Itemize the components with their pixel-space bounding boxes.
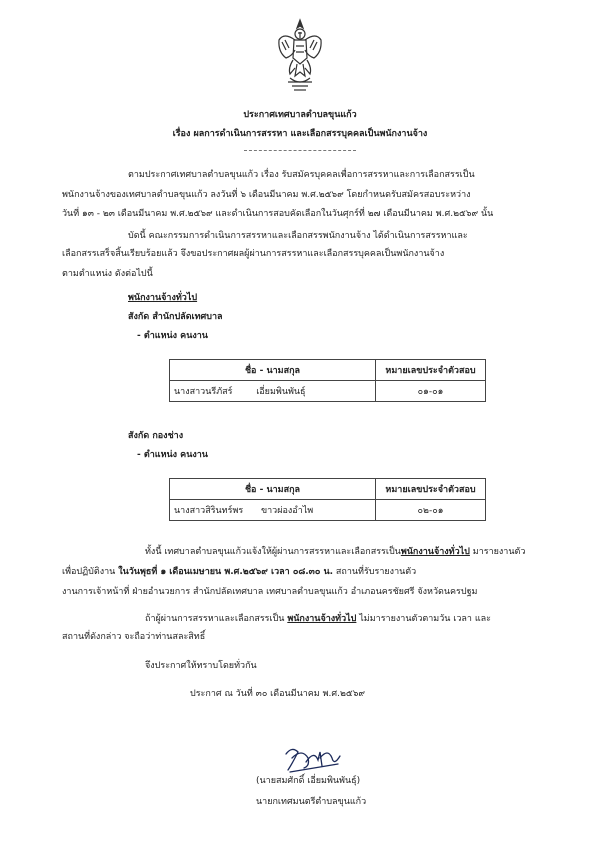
exam-number-cell: ๐๒-๐๑: [376, 500, 486, 521]
closing-announcement: จึงประกาศให้ทราบโดยทั่วกัน: [145, 661, 257, 671]
table-row: [170, 500, 486, 521]
results-table: [169, 478, 486, 521]
column-header-number: หมายเลขประจำตัวสอบ: [376, 360, 486, 381]
subject-line: เรื่อง ผลการดำเนินการสรรหา และเลือกสรรบุคคลเป็นพนักงานจ้าง: [172, 129, 428, 139]
exam-number-cell: ๐๑-๐๑: [376, 381, 486, 402]
report-line1-position: พนักงานจ้างทั่วไป: [400, 547, 470, 557]
candidate-first-name: นางสาวนรีภัสร์: [174, 387, 233, 397]
signer-name: (นายสมศักดิ์ เอี่ยมพินพันธุ์): [256, 776, 361, 786]
para2-line3: ตามตำแหน่ง ดังต่อไปนี้: [62, 269, 153, 279]
report-line1-text: ทั้งนี้ เทศบาลตำบลขุนแก้วแจ้งให้ผู้ผ่านการสรรหาและเลือกสรรเป็น: [145, 547, 401, 557]
report-line1: [145, 546, 525, 558]
para1-line2: พนักงานจ้างของเทศบาลตำบลขุนแก้ว ลงวันที่ ๖ เดือนมีนาคม พ.ศ.๒๕๖๙ โดยกำหนดรับสมัครสอบระหว่าง: [62, 190, 471, 200]
candidate-last-name: ขาวผ่องอำไพ: [260, 506, 314, 516]
signer-title: นายกเทศมนตรีตำบลขุนแก้ว: [256, 797, 367, 807]
para2-line1: บัดนี้ คณะกรรมการดำเนินการสรรหาและเลือกสรรพนักงานจ้าง ได้ดำเนินการสรรหาและ: [128, 231, 468, 241]
warning-line1-end: ไม่มารายงานตัวตามวัน เวลา และ: [356, 614, 491, 624]
announcement-date: ประกาศ ณ วันที่ ๓๐ เดือนมีนาคม พ.ศ.๒๕๖๙: [190, 689, 366, 699]
warning-line1: [145, 613, 491, 625]
signature-icon: [282, 744, 344, 774]
candidate-name-cell: [170, 381, 376, 402]
affiliation-label: สังกัด กองช่าง: [128, 431, 184, 441]
table-header-row: [170, 360, 486, 381]
results-table: [169, 359, 486, 402]
candidate-name-cell: [170, 500, 376, 521]
section-heading: พนักงานจ้างทั่วไป: [128, 293, 198, 303]
position-label: - ตำแหน่ง คนงาน: [137, 450, 208, 460]
report-line1-end: มารายงานตัว: [469, 547, 526, 557]
title-divider: [244, 150, 356, 151]
warning-line1-position: พนักงานจ้างทั่วไป: [287, 614, 357, 624]
report-line2: [62, 566, 416, 578]
candidate-first-name: นางสาวสิรินทร์พร: [174, 506, 244, 516]
table-row: [170, 381, 486, 402]
report-line2-end: สถานที่รับรายงานตัว: [333, 567, 417, 577]
report-line3: งานการเจ้าหน้าที่ ฝ่ายอำนวยการ สำนักปลัดเทศบาล เทศบาลตำบลขุนแก้ว อำเภอนครชัยศรี จังหวัดนครปฐม: [62, 587, 478, 597]
table-header-row: [170, 479, 486, 500]
announcement-title: ประกาศเทศบาลตำบลขุนแก้ว: [243, 110, 357, 120]
column-header-number: หมายเลขประจำตัวสอบ: [376, 479, 486, 500]
candidate-last-name: เอี่ยมพินพันธุ์: [256, 387, 306, 397]
para1-line3: วันที่ ๑๓ - ๒๓ เดือนมีนาคม พ.ศ.๒๕๖๙ และดำเนินการสอบคัดเลือกในวันศุกร์ที่ ๒๗ เดือนมีนาคม พ.ศ.๒๕๖๙ นั้น: [62, 209, 494, 219]
column-header-name: ชื่อ - นามสกุล: [170, 360, 376, 381]
warning-line2: สถานที่ดังกล่าว จะถือว่าท่านสละสิทธิ์: [62, 632, 206, 642]
affiliation-label: สังกัด สำนักปลัดเทศบาล: [128, 312, 223, 322]
report-date: ในวันพุธที่ ๑ เดือนเมษายน พ.ศ.๒๕๖๙ เวลา ๐๘.๓๐ น.: [118, 567, 334, 577]
column-header-name: ชื่อ - นามสกุล: [170, 479, 376, 500]
para2-line2: เลือกสรรเสร็จสิ้นเรียบร้อยแล้ว จึงขอประกาศผลผู้ผ่านการสรรหาและเลือกสรรบุคคลเป็นพนักงานจ้าง: [62, 249, 445, 259]
report-line2-text: เพื่อปฏิบัติงาน: [62, 567, 119, 577]
warning-line1-text: ถ้าผู้ผ่านการสรรหาและเลือกสรรเป็น: [145, 614, 288, 624]
garuda-emblem-icon: [276, 18, 324, 94]
para1-line1: ตามประกาศเทศบาลตำบลขุนแก้ว เรื่อง รับสมัครบุคคลเพื่อการสรรหาและการเลือกสรรเป็น: [128, 170, 475, 180]
position-label: - ตำแหน่ง คนงาน: [137, 331, 208, 341]
